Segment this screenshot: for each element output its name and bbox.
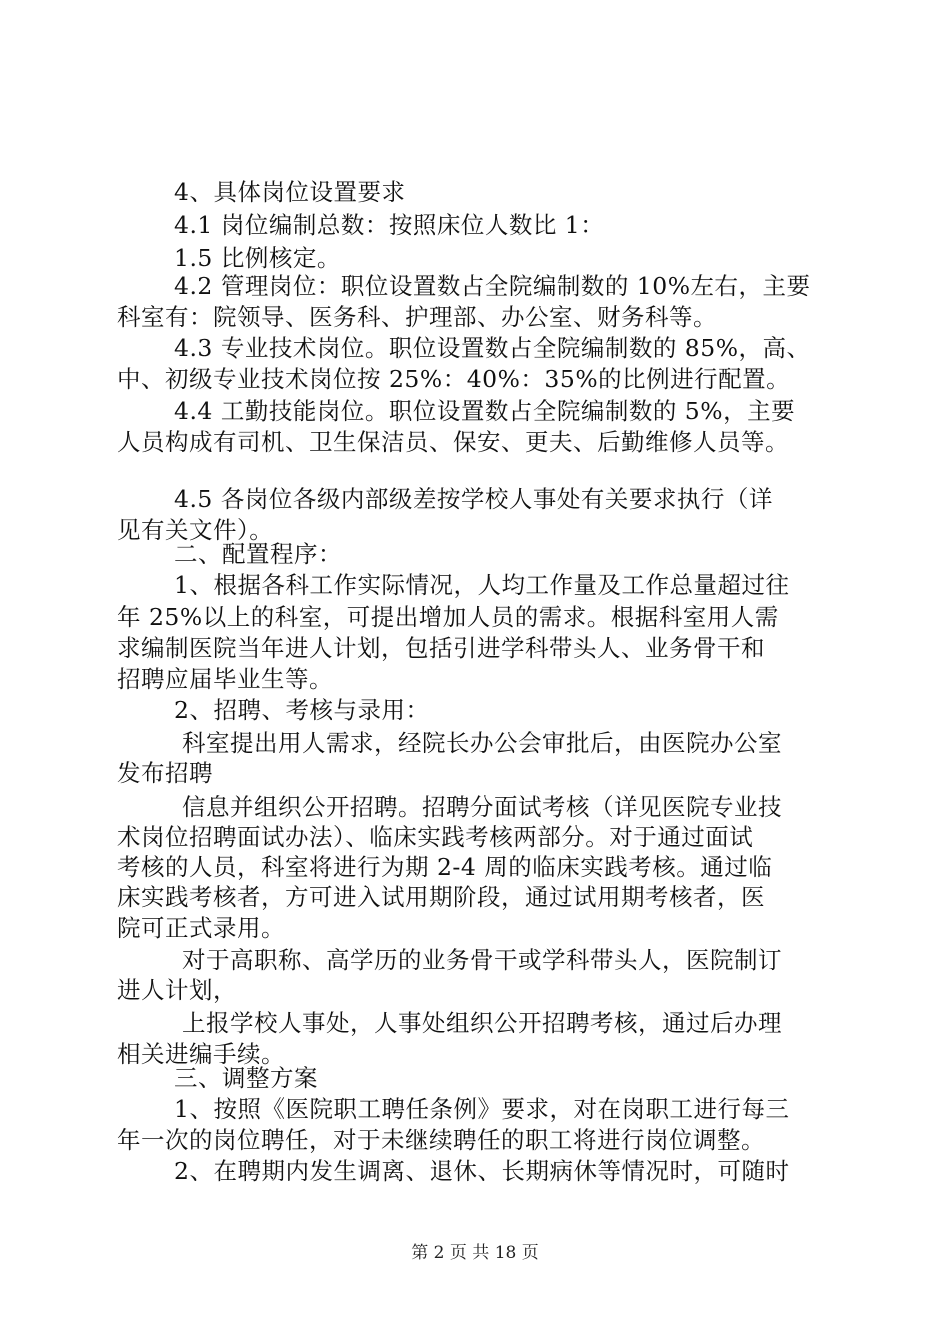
text-line-29: 三、调整方案 <box>174 1064 318 1092</box>
text-line-13: 1、根据各科工作实际情况，人均工作量及工作总量超过往 <box>174 571 790 599</box>
text-line-31: 年一次的岗位聘任，对于未继续聘任的职工将进行岗位调整。 <box>117 1126 765 1154</box>
text-line-10: 4.5 各岗位各级内部级差按学校人事处有关要求执行（详 <box>174 485 773 513</box>
text-line-5: 科室有：院领导、医务科、护理部、办公室、财务科等。 <box>117 303 717 331</box>
text-line-20: 信息并组织公开招聘。招聘分面试考核（详见医院专业技 <box>182 793 782 821</box>
text-line-25: 对于高职称、高学历的业务骨干或学科带头人，医院制订 <box>182 946 782 974</box>
text-line-16: 招聘应届毕业生等。 <box>117 665 333 693</box>
text-line-18: 科室提出用人需求，经院长办公会审批后，由医院办公室 <box>182 729 782 757</box>
text-line-8: 4.4 工勤技能岗位。职位设置数占全院编制数的 5%，主要 <box>174 397 796 425</box>
text-line-1: 4、具体岗位设置要求 <box>174 178 406 206</box>
text-line-28: 相关进编手续。 <box>117 1040 285 1068</box>
text-line-11: 见有关文件）。 <box>117 516 274 544</box>
text-line-9: 人员构成有司机、卫生保洁员、保安、更夫、后勤维修人员等。 <box>117 428 789 456</box>
text-line-26: 进人计划， <box>117 976 237 1004</box>
text-line-2: 4.1 岗位编制总数：按照床位人数比 1： <box>174 211 605 239</box>
text-line-4: 4.2 管理岗位：职位设置数占全院编制数的 10%左右，主要 <box>174 272 811 300</box>
text-line-7: 中、初级专业技术岗位按 25%：40%：35%的比例进行配置。 <box>117 365 791 393</box>
text-line-17: 2、招聘、考核与录用： <box>174 696 430 724</box>
text-line-14: 年 25%以上的科室，可提出增加人员的需求。根据科室用人需 <box>117 603 779 631</box>
text-line-3: 1.5 比例核定。 <box>174 244 341 272</box>
text-line-6: 4.3 专业技术岗位。职位设置数占全院编制数的 85%，高、 <box>174 334 811 362</box>
text-line-12: 二、配置程序： <box>174 540 342 568</box>
text-line-22: 考核的人员，科室将进行为期 2-4 周的临床实践考核。通过临 <box>117 853 773 881</box>
text-line-30: 1、按照《医院职工聘任条例》要求，对在岗职工进行每三 <box>174 1095 790 1123</box>
text-line-15: 求编制医院当年进人计划，包括引进学科带头人、业务骨干和 <box>117 634 765 662</box>
text-line-23: 床实践考核者，方可进入试用期阶段，通过试用期考核者，医 <box>117 883 765 911</box>
page-number: 第 2 页 共 18 页 <box>411 1243 539 1263</box>
text-line-21: 术岗位招聘面试办法）、临床实践考核两部分。对于通过面试 <box>117 823 754 851</box>
text-line-27: 上报学校人事处，人事处组织公开招聘考核，通过后办理 <box>182 1009 782 1037</box>
text-line-32: 2、在聘期内发生调离、退休、长期病休等情况时，可随时 <box>174 1157 790 1185</box>
text-line-19: 发布招聘 <box>117 759 213 787</box>
text-line-24: 院可正式录用。 <box>117 914 285 942</box>
